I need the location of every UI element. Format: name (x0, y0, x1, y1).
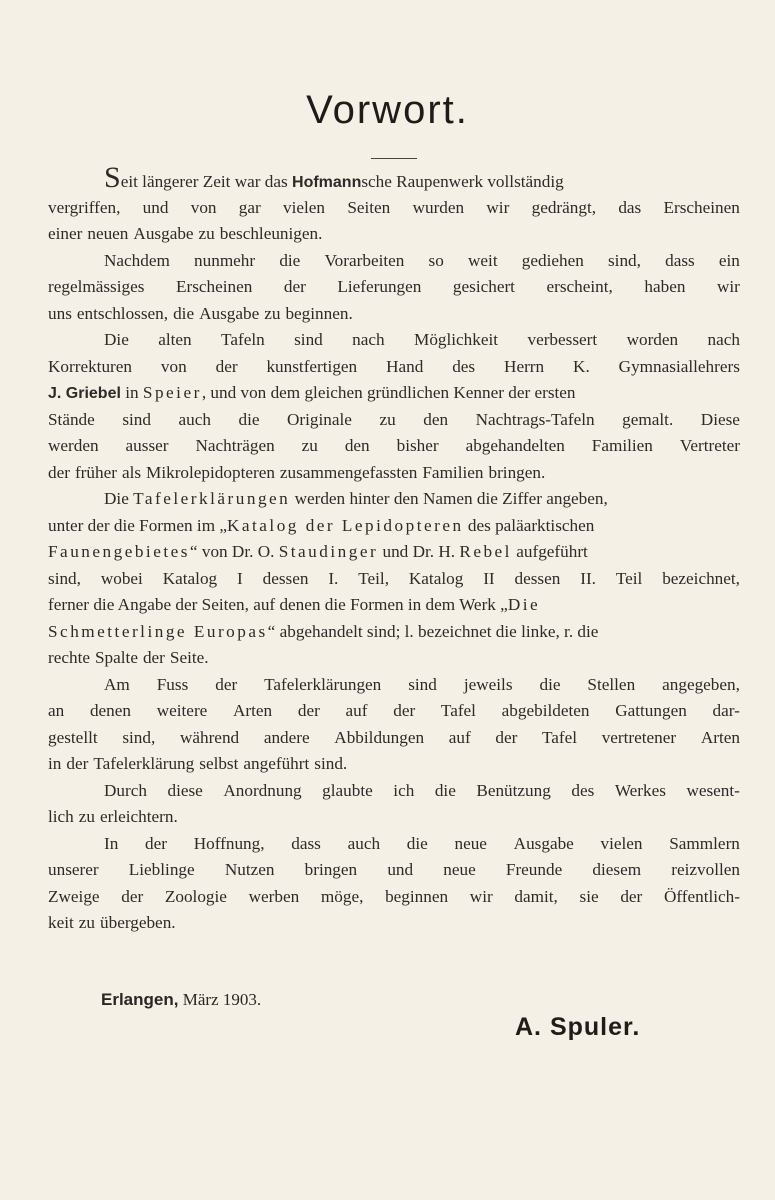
word: wir (716, 277, 740, 296)
word: Benützung (476, 780, 551, 800)
word: beschleunigen. (219, 224, 323, 243)
word: entschlossen, (76, 303, 169, 323)
word: Stellen (587, 674, 636, 694)
word: Ausgabe (513, 833, 574, 853)
word: Tafelerklärung (93, 754, 195, 773)
word: zu (301, 436, 318, 455)
word: weit (468, 250, 498, 270)
text-line (48, 301, 740, 328)
text-line: Schmetterlinge Europas“ abgehandelt sind; l. bezeichnet die linke, r. die (48, 621, 599, 641)
word: neuen (87, 224, 129, 243)
person-name-griebel: J. Griebel (48, 385, 121, 402)
word: Nachträgen (195, 436, 275, 455)
work-title: Schmetterlinge Europas (48, 621, 268, 641)
word: Originale (287, 409, 352, 429)
text-line (48, 354, 740, 381)
word: als (121, 462, 142, 482)
word: Seite. (169, 648, 209, 667)
word: bringen (304, 860, 358, 879)
text-line (48, 195, 740, 222)
word: vertretener (601, 727, 677, 747)
word: Zoologie (164, 886, 227, 906)
word: Nachdem (104, 250, 170, 270)
word: Ausgabe (199, 303, 260, 323)
word: sind (294, 330, 323, 349)
word: Familien (591, 436, 653, 455)
text-line (48, 221, 740, 248)
word: Tafelerklärungen (264, 674, 382, 694)
word: diese (167, 780, 203, 800)
word: dessen (514, 568, 561, 588)
word: der (215, 674, 238, 694)
spaced-term-tafelerklaerungen: Tafelerklärungen (133, 489, 291, 508)
word: uns (48, 303, 72, 323)
word: Gymnasiallehrers (618, 356, 740, 376)
text-line: unter der die Formen im „Katalog der Lepidopteren des paläarktischen (48, 515, 595, 535)
word: an (48, 701, 65, 720)
word: den (423, 409, 449, 429)
word: Freunde (505, 860, 563, 879)
word: weitere (156, 701, 208, 720)
word: neue (443, 860, 476, 879)
word: dessen (262, 568, 309, 588)
word: abgehandelten (465, 436, 565, 455)
word: Nutzen (224, 860, 275, 879)
word: Lieferungen (337, 277, 422, 296)
word: in (48, 754, 62, 773)
word: andere (263, 727, 310, 747)
word: auch (347, 833, 381, 853)
word: abgebildeten (501, 701, 590, 720)
word: der (283, 277, 306, 296)
word: von (160, 356, 187, 376)
word: Teil, (358, 568, 390, 588)
word: der (145, 833, 167, 853)
word: nunmehr (194, 250, 256, 270)
word: angeführt (243, 754, 310, 773)
word: Ausgabe (133, 224, 194, 243)
word: sind, (48, 568, 81, 588)
word: angegeben, (662, 674, 740, 694)
word: wesent- (686, 780, 740, 800)
word: Tafel (541, 727, 578, 747)
word: so (428, 250, 444, 270)
text-line (48, 804, 740, 831)
text-line (48, 327, 740, 354)
word: unserer (48, 860, 99, 879)
word: Gattungen (615, 701, 687, 720)
place-name-speier: Speier (142, 383, 202, 402)
word: auf (345, 701, 368, 720)
word: von (190, 197, 217, 217)
text-line (48, 698, 740, 725)
word: alten (158, 330, 192, 349)
word: Am (104, 674, 130, 694)
word: der (297, 701, 320, 720)
word: auf (448, 727, 471, 747)
word: und (387, 860, 414, 879)
word: I (237, 568, 243, 588)
word: gediehen (521, 250, 584, 270)
word: der (495, 727, 518, 747)
word: dass (291, 833, 321, 853)
word: gemalt. (622, 409, 674, 429)
word: der (215, 356, 238, 376)
text-line (48, 460, 740, 487)
text-line (48, 857, 740, 884)
word: Die (104, 330, 129, 349)
word: diesem (592, 860, 642, 879)
word: möge, (320, 886, 364, 906)
text-line (48, 751, 740, 778)
word: erscheint, (546, 277, 613, 296)
word: der (121, 886, 144, 906)
word: gar (238, 197, 261, 217)
word: der (393, 701, 416, 720)
word: der (142, 648, 165, 667)
word: Möglichkeit (414, 330, 499, 349)
word: sind (408, 674, 437, 694)
preface-body (48, 161, 740, 937)
text-line (48, 910, 740, 937)
word: Katalog (408, 568, 464, 588)
author-name-hofmann: Hofmann (292, 174, 362, 191)
word: beginnen. (285, 303, 353, 323)
text-line (48, 884, 740, 911)
text-line: J. Griebel in Speier, und von dem gleichen gründlichen Kenner der ersten (48, 383, 576, 402)
text-line: Faunengebietes“ von Dr. O. Staudinger und Dr. H. Rebel aufgeführt (48, 542, 588, 561)
word: Teil (615, 568, 643, 588)
word: die (238, 409, 260, 429)
word: glaubte (322, 780, 373, 800)
word: jeweils (463, 674, 513, 694)
word: übergeben. (100, 913, 176, 932)
word: nach (707, 330, 740, 349)
word: Seiten (347, 197, 391, 217)
word: damit, (514, 886, 558, 906)
word: Abbildungen (334, 727, 425, 747)
word: Lieblinge (128, 860, 195, 879)
word: sind, (607, 250, 641, 270)
word: verbessert (527, 330, 598, 349)
word: gestellt (48, 727, 98, 747)
word: Erscheinen (663, 197, 740, 217)
word: während (179, 727, 240, 747)
author-name-staudinger: Staudinger (278, 542, 379, 561)
word: einer (48, 224, 83, 243)
word: den (344, 436, 370, 455)
word: sind (122, 409, 151, 429)
word: auch (178, 409, 211, 429)
word: gedrängt, (531, 197, 597, 217)
author-name-rebel: Rebel (459, 542, 512, 561)
place-and-date (101, 990, 261, 1010)
word: beginnen (385, 886, 449, 906)
page-title: Vorwort. (306, 88, 469, 132)
word: Werkes (614, 780, 666, 800)
word: Tafeln (221, 330, 265, 349)
word: Anordnung (223, 780, 302, 800)
word: nach (352, 330, 385, 349)
word: bringen. (488, 462, 546, 482)
text-line (48, 672, 740, 699)
word: neue (454, 833, 487, 853)
word: haben (644, 277, 686, 296)
word: dar- (712, 701, 740, 720)
word: kunstfertigen (266, 356, 358, 376)
word: In (104, 833, 119, 853)
word: erleichtern. (100, 807, 178, 826)
word: früher (74, 462, 117, 482)
word: I. (328, 568, 339, 588)
word: die (279, 250, 301, 270)
word: Korrekturen (48, 356, 132, 376)
word: Arten (700, 727, 740, 747)
text-line (48, 433, 740, 460)
word: wobei (100, 568, 143, 588)
text-line (48, 645, 740, 672)
word: keit (48, 913, 74, 932)
word: vielen (600, 833, 643, 853)
word: die (539, 674, 561, 694)
word: die (406, 833, 428, 853)
word: bezeichnet, (662, 568, 740, 588)
word: rechte (48, 648, 90, 667)
word: zu (264, 303, 281, 323)
word: worden (626, 330, 679, 349)
word: selbst (199, 754, 239, 773)
word: K. (573, 356, 590, 376)
word: der (66, 754, 89, 773)
catalog-title: Katalog der Lepidopteren (226, 515, 464, 535)
word: Spalte (94, 648, 138, 667)
text-line: Die Tafelerklärungen werden hinter den Namen die Ziffer angeben, (104, 489, 608, 508)
drop-cap-letter: S (104, 161, 121, 194)
word: zu (198, 224, 215, 243)
text-line (48, 831, 740, 858)
word: zu (379, 409, 396, 429)
word: Familien (422, 462, 484, 482)
text-line (48, 778, 740, 805)
word: Arten (233, 701, 273, 720)
word: Stände (48, 409, 95, 429)
text-line: Seit längerer Zeit war das Hofmannsche Raupenwerk vollständig (104, 161, 564, 194)
word: Tafel (440, 701, 476, 720)
word: Nachtrags-Tafeln (475, 409, 595, 429)
date: März 1903. (182, 990, 262, 1009)
word: des (571, 780, 595, 800)
word: vielen (283, 197, 326, 217)
word: II. (580, 568, 596, 588)
word: ich (393, 780, 415, 800)
word: des (452, 356, 476, 376)
word: Hoffnung, (193, 833, 265, 853)
word: Mikrolepidopteren (146, 462, 275, 482)
word: wurden (412, 197, 465, 217)
word: zu (78, 807, 96, 826)
word: Durch (104, 780, 147, 800)
word: reizvollen (671, 860, 740, 879)
word: und (142, 197, 169, 217)
word: der (48, 462, 70, 482)
word: der (620, 886, 643, 906)
word: regelmässiges (48, 277, 145, 296)
word: sind. (314, 754, 348, 773)
author-signature: A. Spuler. (515, 1013, 641, 1041)
word: werben (248, 886, 300, 906)
word: die (173, 303, 195, 323)
word: Sammlern (669, 833, 740, 853)
word: Herrn (504, 356, 545, 376)
title-divider (371, 158, 417, 159)
word: das (618, 197, 642, 217)
text-line (48, 407, 740, 434)
word: werden (48, 436, 99, 455)
word: Erscheinen (175, 277, 253, 296)
text-line (48, 248, 740, 275)
word: Fuss (156, 674, 189, 694)
word: zusammengefassten (279, 462, 418, 482)
text-line (48, 725, 740, 752)
word: die (434, 780, 456, 800)
word: dass (665, 250, 695, 270)
word: gesichert (452, 277, 515, 296)
word: wir (469, 886, 493, 906)
word: Hand (386, 356, 424, 376)
text-line (48, 274, 740, 301)
word: ein (718, 250, 740, 270)
text-line (48, 566, 740, 593)
word: sie (579, 886, 599, 906)
word: II (483, 568, 495, 588)
word: denen (89, 701, 131, 720)
word: bisher (396, 436, 439, 455)
word: Katalog (162, 568, 218, 588)
word: Vorarbeiten (324, 250, 405, 270)
word: wir (486, 197, 510, 217)
word: lich (48, 807, 74, 826)
word: Öffentlich- (663, 886, 740, 906)
word: sind, (122, 727, 156, 747)
word: Diese (700, 409, 740, 429)
word: zu (78, 913, 96, 932)
text-line: ferner die Angabe der Seiten, auf denen die Formen in dem Werk „Die (48, 595, 541, 614)
word: Vertreter (679, 436, 740, 455)
word: Zweige (48, 886, 100, 906)
place-name: Erlangen, (101, 990, 179, 1009)
word: ausser (125, 436, 169, 455)
word: vergriffen, (48, 197, 121, 217)
